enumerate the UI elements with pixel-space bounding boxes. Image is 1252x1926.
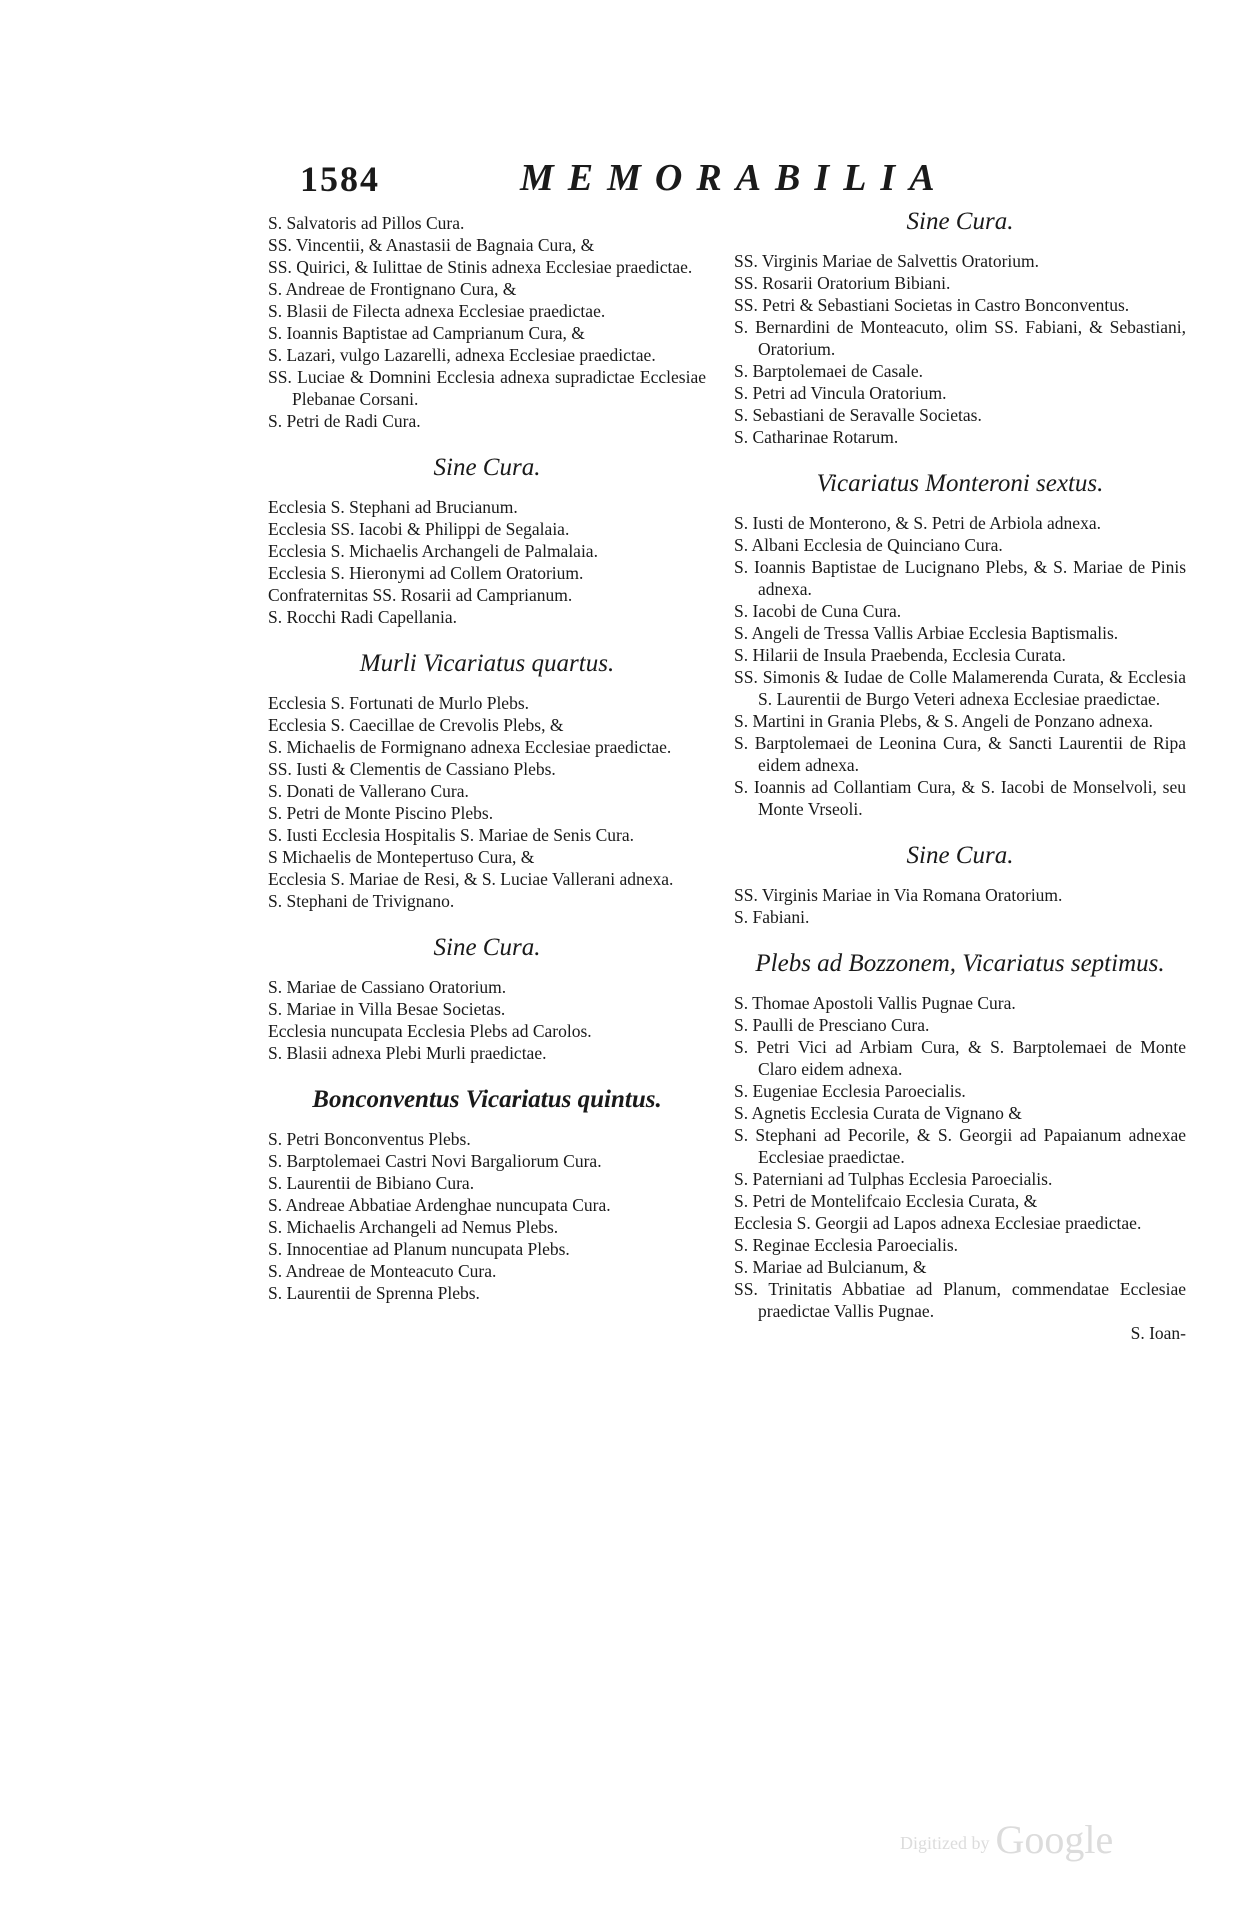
list-entry: S. Mariae in Villa Besae Societas.	[268, 999, 506, 1019]
watermark-prefix: Digitized by	[900, 1833, 990, 1854]
list-entry: SS. Simonis & Iudae de Colle Malamerenda Curata, & Ecclesia S. Laurentii de Burgo Veteri adnexa Ecclesiae praedictae.	[734, 667, 1186, 709]
list-entry: S. Ioannis Baptistae de Lucignano Plebs, & S. Mariae de Pinis adnexa.	[734, 557, 1186, 599]
list-entry: S. Ioannis Baptistae ad Camprianum Cura, &	[268, 323, 585, 343]
list-entry: S. Eugeniae Ecclesia Paroecialis.	[734, 1081, 966, 1101]
list-entry: S. Innocentiae ad Planum nuncupata Plebs.	[268, 1239, 570, 1259]
list-entry: SS. Virginis Mariae in Via Romana Oratorium.	[734, 885, 1063, 905]
list-entry: S. Agnetis Ecclesia Curata de Vignano &	[734, 1103, 1022, 1123]
list-entry: S. Barptolemaei Castri Novi Bargaliorum Cura.	[268, 1151, 602, 1171]
section-heading: Bonconventus Vicariatus quintus.	[312, 1086, 662, 1113]
list-entry: S. Bernardini de Monteacuto, olim SS. Fabiani, & Sebastiani, Oratorium.	[734, 317, 1186, 359]
section-heading: Sine Cura.	[433, 934, 541, 961]
list-entry: Ecclesia S. Fortunati de Murlo Plebs.	[268, 693, 530, 713]
list-entry: SS. Quirici, & Iulittae de Stinis adnexa Ecclesiae praedictae.	[268, 257, 693, 277]
list-entry: S. Andreae de Monteacuto Cura.	[268, 1261, 497, 1281]
list-entry: S. Laurentii de Bibiano Cura.	[268, 1173, 475, 1193]
list-entry: S. Iacobi de Cuna Cura.	[734, 601, 902, 621]
list-entry: S. Barptolemaei de Casale.	[734, 361, 924, 381]
list-entry: S. Salvatoris ad Pillos Cura.	[268, 213, 465, 233]
list-entry: S. Michaelis Archangeli ad Nemus Plebs.	[268, 1217, 559, 1237]
list-entry: S. Martini in Grania Plebs, & S. Angeli de Ponzano adnexa.	[734, 711, 1153, 731]
list-entry: S. Laurentii de Sprenna Plebs.	[268, 1283, 480, 1303]
list-entry: S. Petri Vici ad Arbiam Cura, & S. Barptolemaei de Monte Claro eidem adnexa.	[734, 1037, 1186, 1079]
list-entry: S. Donati de Vallerano Cura.	[268, 781, 469, 801]
list-entry: S. Petri de Montelifcaio Ecclesia Curata, &	[734, 1191, 1038, 1211]
list-entry: S. Hilarii de Insula Praebenda, Ecclesia Curata.	[734, 645, 1066, 665]
list-entry: Ecclesia S. Hieronymi ad Collem Oratorium.	[268, 563, 584, 583]
list-entry: Ecclesia S. Mariae de Resi, & S. Luciae Vallerani adnexa.	[268, 869, 674, 889]
list-entry: S. Blasii de Filecta adnexa Ecclesiae praedictae.	[268, 301, 606, 321]
list-entry: S. Stephani de Trivignano.	[268, 891, 455, 911]
list-entry: Ecclesia S. Stephani ad Brucianum.	[268, 497, 518, 517]
list-entry: Ecclesia nuncupata Ecclesia Plebs ad Carolos.	[268, 1021, 592, 1041]
list-entry: S. Blasii adnexa Plebi Murli praedictae.	[268, 1043, 547, 1063]
list-entry: S. Angeli de Tressa Vallis Arbiae Ecclesia Baptismalis.	[734, 623, 1119, 643]
list-entry: S Michaelis de Montepertuso Cura, &	[268, 847, 535, 867]
section-heading: Sine Cura.	[906, 842, 1014, 869]
list-entry: S. Iusti Ecclesia Hospitalis S. Mariae de Senis Cura.	[268, 825, 634, 845]
list-entry: S. Petri de Monte Piscino Plebs.	[268, 803, 494, 823]
list-entry: S. Petri ad Vincula Oratorium.	[734, 383, 947, 403]
section-heading: Plebs ad Bozzonem, Vicariatus septimus.	[755, 950, 1165, 977]
list-entry: SS. Luciae & Domnini Ecclesia adnexa supradictae Ecclesiae Plebanae Corsani.	[268, 367, 706, 409]
list-entry: S. Paterniani ad Tulphas Ecclesia Paroecialis.	[734, 1169, 1053, 1189]
watermark-name: Google	[995, 1817, 1114, 1862]
list-entry: S. Fabiani.	[734, 907, 810, 927]
section-heading: Sine Cura.	[433, 454, 541, 481]
list-entry: S. Thomae Apostoli Vallis Pugnae Cura.	[734, 993, 1016, 1013]
list-entry: SS. Iusti & Clementis de Cassiano Plebs.	[268, 759, 556, 779]
page-number: 1584	[300, 159, 380, 199]
list-entry: S. Reginae Ecclesia Paroecialis.	[734, 1235, 959, 1255]
list-entry: Ecclesia SS. Iacobi & Philippi de Segalaia.	[268, 519, 570, 539]
list-entry: S. Mariae ad Bulcianum, &	[734, 1257, 927, 1277]
list-entry: S. Iusti de Monterono, & S. Petri de Arbiola adnexa.	[734, 513, 1101, 533]
list-entry: S. Ioannis ad Collantiam Cura, & S. Iacobi de Monselvoli, seu Monte Vrseoli.	[734, 777, 1186, 819]
list-entry: S. Sebastiani de Seravalle Societas.	[734, 405, 982, 425]
list-entry: S. Mariae de Cassiano Oratorium.	[268, 977, 507, 997]
right-column	[734, 208, 1186, 1344]
list-entry: S. Michaelis de Formignano adnexa Ecclesiae praedictae.	[268, 737, 672, 757]
list-entry: S. Stephani ad Pecorile, & S. Georgii ad Papaianum adnexae Ecclesiae praedictae.	[734, 1125, 1186, 1167]
list-entry: S. Petri Bonconventus Plebs.	[268, 1129, 471, 1149]
section-heading: Murli Vicariatus quartus.	[359, 650, 615, 677]
list-entry: S. Lazari, vulgo Lazarelli, adnexa Ecclesiae praedictae.	[268, 345, 656, 365]
list-entry: S. Andreae Abbatiae Ardenghae nuncupata Cura.	[268, 1195, 611, 1215]
digitization-watermark	[900, 1816, 1113, 1863]
left-column	[268, 212, 706, 1304]
running-head-title: MEMORABILIA	[520, 157, 949, 199]
list-entry: Confraternitas SS. Rosarii ad Camprianum.	[268, 585, 573, 605]
list-entry: SS. Virginis Mariae de Salvettis Oratorium.	[734, 251, 1040, 271]
list-entry: S. Paulli de Presciano Cura.	[734, 1015, 930, 1035]
list-entry: SS. Rosarii Oratorium Bibiani.	[734, 273, 951, 293]
list-entry: SS. Trinitatis Abbatiae ad Planum, commendatae Ecclesiae praedictae Vallis Pugnae.	[734, 1279, 1186, 1321]
list-entry: SS. Petri & Sebastiani Societas in Castro Bonconventus.	[734, 295, 1130, 315]
list-entry: S. Andreae de Frontignano Cura, &	[268, 279, 517, 299]
section-heading: Vicariatus Monteroni sextus.	[816, 470, 1104, 497]
list-entry: S. Petri de Radi Cura.	[268, 411, 421, 431]
list-entry: SS. Vincentii, & Anastasii de Bagnaia Cura, &	[268, 235, 595, 255]
list-entry: Ecclesia S. Georgii ad Lapos adnexa Ecclesiae praedictae.	[734, 1213, 1142, 1233]
section-heading: Sine Cura.	[906, 208, 1014, 235]
list-entry: S. Barptolemaei de Leonina Cura, & Sancti Laurentii de Ripa eidem adnexa.	[734, 733, 1186, 775]
list-entry: S. Rocchi Radi Capellania.	[268, 607, 458, 627]
list-entry: S. Catharinae Rotarum.	[734, 427, 899, 447]
list-entry: S. Albani Ecclesia de Quinciano Cura.	[734, 535, 1003, 555]
catchword: S. Ioan-	[1130, 1323, 1186, 1343]
list-entry: Ecclesia S. Caecillae de Crevolis Plebs, &	[268, 715, 564, 735]
list-entry: Ecclesia S. Michaelis Archangeli de Palmalaia.	[268, 541, 598, 561]
